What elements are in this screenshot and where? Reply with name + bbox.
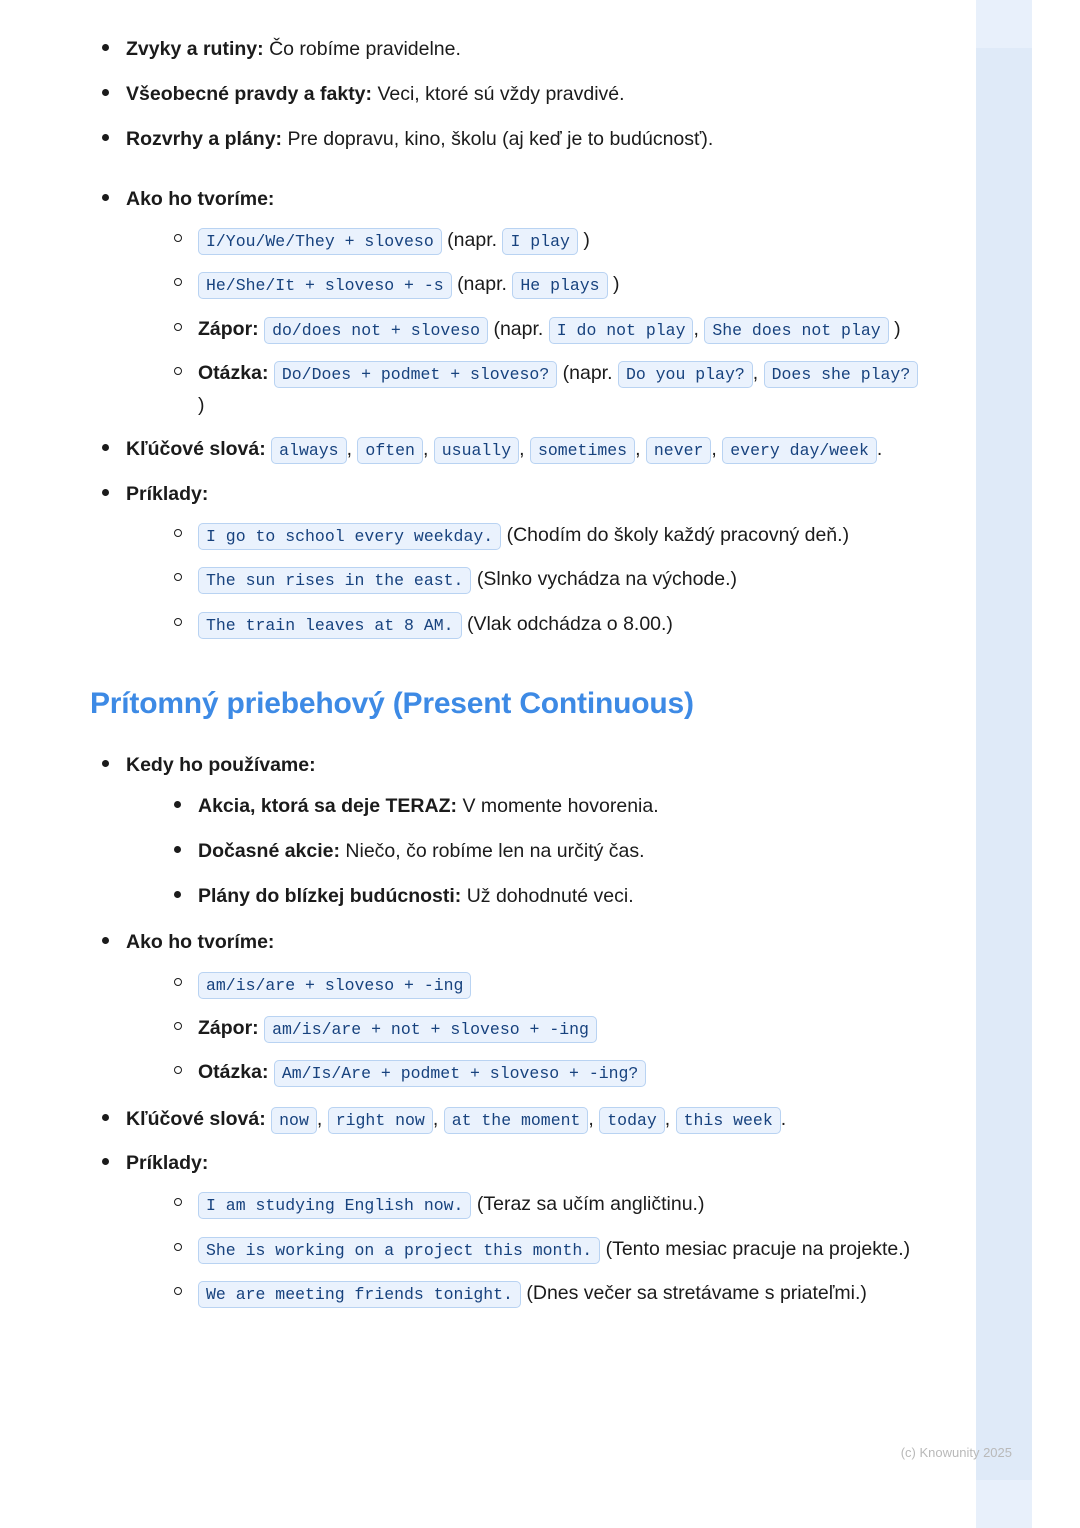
keywords-label: Kľúčové slová:	[126, 1107, 266, 1130]
code-chip: He plays	[512, 272, 607, 299]
list-item	[162, 314, 920, 346]
watermark: (c) Knowunity 2025	[900, 1445, 1012, 1460]
examples-label: Príklady:	[126, 482, 209, 505]
list-item	[90, 184, 920, 421]
usage-desc: V momente hovorenia.	[462, 794, 659, 817]
usage-term: Zvyky a rutiny:	[126, 38, 264, 60]
comma: ,	[693, 317, 699, 340]
usage-desc: Veci, ktoré sú vždy pravdivé.	[377, 83, 625, 106]
examples-label: Príklady:	[126, 1152, 209, 1175]
example-chip: She is working on a project this month.	[198, 1237, 600, 1264]
negative-label: Zápor:	[198, 317, 259, 340]
bullet-icon	[102, 1158, 109, 1165]
bullet-icon	[174, 846, 181, 853]
keyword-chip: every day/week	[722, 437, 877, 464]
usage-term: Všeobecné pravdy a fakty:	[126, 83, 373, 106]
code-chip: Am/Is/Are + podmet + sloveso + -ing?	[274, 1060, 646, 1087]
bullet-icon	[102, 489, 109, 496]
code-chip: do/does not + sloveso	[264, 317, 488, 344]
example-chip: The sun rises in the east.	[198, 567, 471, 594]
bullet-icon	[174, 801, 181, 808]
keyword-chip: now	[271, 1107, 317, 1134]
comma: ,	[519, 438, 525, 461]
bullet-icon	[174, 891, 181, 898]
keyword-chip: today	[599, 1107, 665, 1134]
formation-sublist	[162, 225, 920, 421]
comma: ,	[588, 1107, 594, 1130]
examples-sublist	[162, 1189, 920, 1310]
example-translation: (Tento mesiac pracuje na projekte.)	[605, 1237, 911, 1260]
circle-bullet-icon	[174, 1287, 182, 1295]
circle-bullet-icon	[174, 278, 182, 286]
code-chip: am/is/are + sloveso + -ing	[198, 972, 471, 999]
example-translation: (Chodím do školy každý pracovný deň.)	[506, 524, 850, 547]
usage-term: Akcia, ktorá sa deje TERAZ:	[198, 794, 458, 817]
list-item	[90, 1104, 920, 1136]
example-chip: I go to school every weekday.	[198, 523, 501, 550]
section-title-present-continuous: Prítomný priebehový (Present Continuous)	[90, 687, 694, 721]
comma: ,	[432, 1107, 439, 1130]
code-chip: Do/Does + podmet + sloveso?	[274, 361, 557, 388]
list-item	[90, 750, 920, 912]
comma: ,	[664, 1107, 671, 1130]
keyword-chip: usually	[434, 437, 519, 464]
code-chip: I play	[502, 228, 577, 255]
circle-bullet-icon	[174, 618, 182, 626]
list-item	[90, 79, 920, 109]
example-prefix: (napr.	[447, 228, 498, 251]
keywords-label: Kľúčové slová:	[126, 438, 266, 461]
keyword-chip: this week	[676, 1107, 781, 1134]
circle-bullet-icon	[174, 1243, 182, 1251]
usage-desc: Už dohodnuté veci.	[466, 885, 634, 908]
bullet-icon	[102, 89, 109, 96]
example-suffix: )	[198, 394, 205, 417]
usage-desc: Pre dopravu, kino, školu (aj keď je to budúcnosť).	[287, 128, 714, 151]
comma: ,	[635, 438, 641, 461]
document-content	[90, 34, 920, 1310]
code-chip: I/You/We/They + sloveso	[198, 228, 442, 255]
comma: ,	[711, 438, 717, 461]
list-item	[162, 358, 920, 421]
comma: ,	[316, 1107, 323, 1130]
example-translation: (Vlak odchádza o 8.00.)	[466, 612, 673, 635]
list-item	[162, 881, 920, 911]
code-chip: I do not play	[549, 317, 694, 344]
example-chip: The train leaves at 8 AM.	[198, 612, 462, 639]
present-continuous-list	[90, 750, 920, 1311]
comma: ,	[422, 438, 429, 461]
list-item	[162, 520, 920, 552]
example-suffix: )	[894, 317, 901, 340]
circle-bullet-icon	[174, 1022, 182, 1030]
bullet-icon	[102, 1114, 109, 1121]
example-prefix: (napr.	[493, 317, 544, 340]
question-label: Otázka:	[198, 361, 269, 384]
circle-bullet-icon	[174, 1066, 182, 1074]
keyword-chip: often	[357, 437, 423, 464]
list-item	[162, 1013, 920, 1045]
keyword-chip: at the moment	[444, 1107, 589, 1134]
example-translation: (Slnko vychádza na východe.)	[476, 568, 738, 591]
circle-bullet-icon	[174, 529, 182, 537]
list-item	[90, 34, 920, 64]
code-chip: Do you play?	[618, 361, 753, 388]
example-translation: (Teraz sa učím angličtinu.)	[476, 1193, 705, 1216]
bullet-icon	[102, 134, 109, 141]
usage-desc: Niečo, čo robíme len na určitý čas.	[345, 840, 645, 862]
code-chip: Does she play?	[764, 361, 919, 388]
bullet-icon	[102, 194, 109, 201]
examples-sublist	[162, 520, 920, 641]
list-item	[90, 927, 920, 1089]
code-chip: She does not play	[704, 317, 888, 344]
bullet-icon	[102, 937, 109, 944]
present-simple-formation-list	[90, 184, 920, 641]
example-chip: I am studying English now.	[198, 1192, 471, 1219]
list-item	[162, 1278, 920, 1310]
example-prefix: (napr.	[562, 361, 613, 384]
list-item	[162, 1189, 920, 1221]
list-item	[90, 434, 920, 466]
usage-term: Dočasné akcie:	[198, 840, 340, 862]
keyword-chip: right now	[328, 1107, 433, 1134]
period: .	[780, 1107, 787, 1130]
example-suffix: )	[613, 273, 620, 296]
keyword-chip: sometimes	[530, 437, 635, 464]
negative-label: Zápor:	[198, 1017, 259, 1039]
code-chip: am/is/are + not + sloveso + -ing	[264, 1016, 597, 1043]
example-chip: We are meeting friends tonight.	[198, 1281, 521, 1308]
list-item	[162, 836, 920, 866]
list-item	[162, 564, 920, 596]
bullet-icon	[102, 44, 109, 51]
usage-term: Plány do blízkej budúcnosti:	[198, 885, 462, 908]
list-item	[162, 609, 920, 641]
bullet-icon	[102, 444, 109, 451]
usage-term: Rozvrhy a plány:	[126, 128, 283, 151]
list-item	[162, 225, 920, 257]
circle-bullet-icon	[174, 573, 182, 581]
comma: ,	[752, 361, 759, 384]
comma: ,	[346, 438, 352, 461]
keyword-chip: never	[646, 437, 712, 464]
example-translation: (Dnes večer sa stretávame s priateľmi.)	[526, 1281, 867, 1304]
bullet-icon	[102, 760, 109, 767]
example-suffix: )	[583, 228, 590, 251]
formation-sublist	[162, 969, 920, 1090]
usage-desc: Čo robíme pravidelne.	[269, 38, 461, 60]
list-item	[162, 1234, 920, 1266]
example-prefix: (napr.	[457, 273, 507, 296]
circle-bullet-icon	[174, 234, 182, 242]
list-item	[90, 124, 920, 154]
code-chip: He/She/It + sloveso + -s	[198, 272, 452, 299]
circle-bullet-icon	[174, 367, 182, 375]
list-item	[90, 479, 920, 641]
question-label: Otázka:	[198, 1061, 269, 1084]
list-item	[162, 969, 920, 1001]
circle-bullet-icon	[174, 1198, 182, 1206]
circle-bullet-icon	[174, 323, 182, 331]
usage-sublist	[162, 791, 920, 912]
usage-label: Kedy ho používame:	[126, 753, 316, 776]
list-item	[90, 1148, 920, 1310]
formation-label: Ako ho tvoríme:	[126, 187, 275, 210]
formation-label: Ako ho tvoríme:	[126, 931, 275, 954]
present-simple-usage-list	[90, 34, 920, 155]
circle-bullet-icon	[174, 978, 182, 986]
list-item	[162, 791, 920, 821]
list-item	[162, 1057, 920, 1089]
list-item	[162, 269, 920, 301]
keyword-chip: always	[271, 437, 346, 464]
period: .	[876, 438, 883, 461]
